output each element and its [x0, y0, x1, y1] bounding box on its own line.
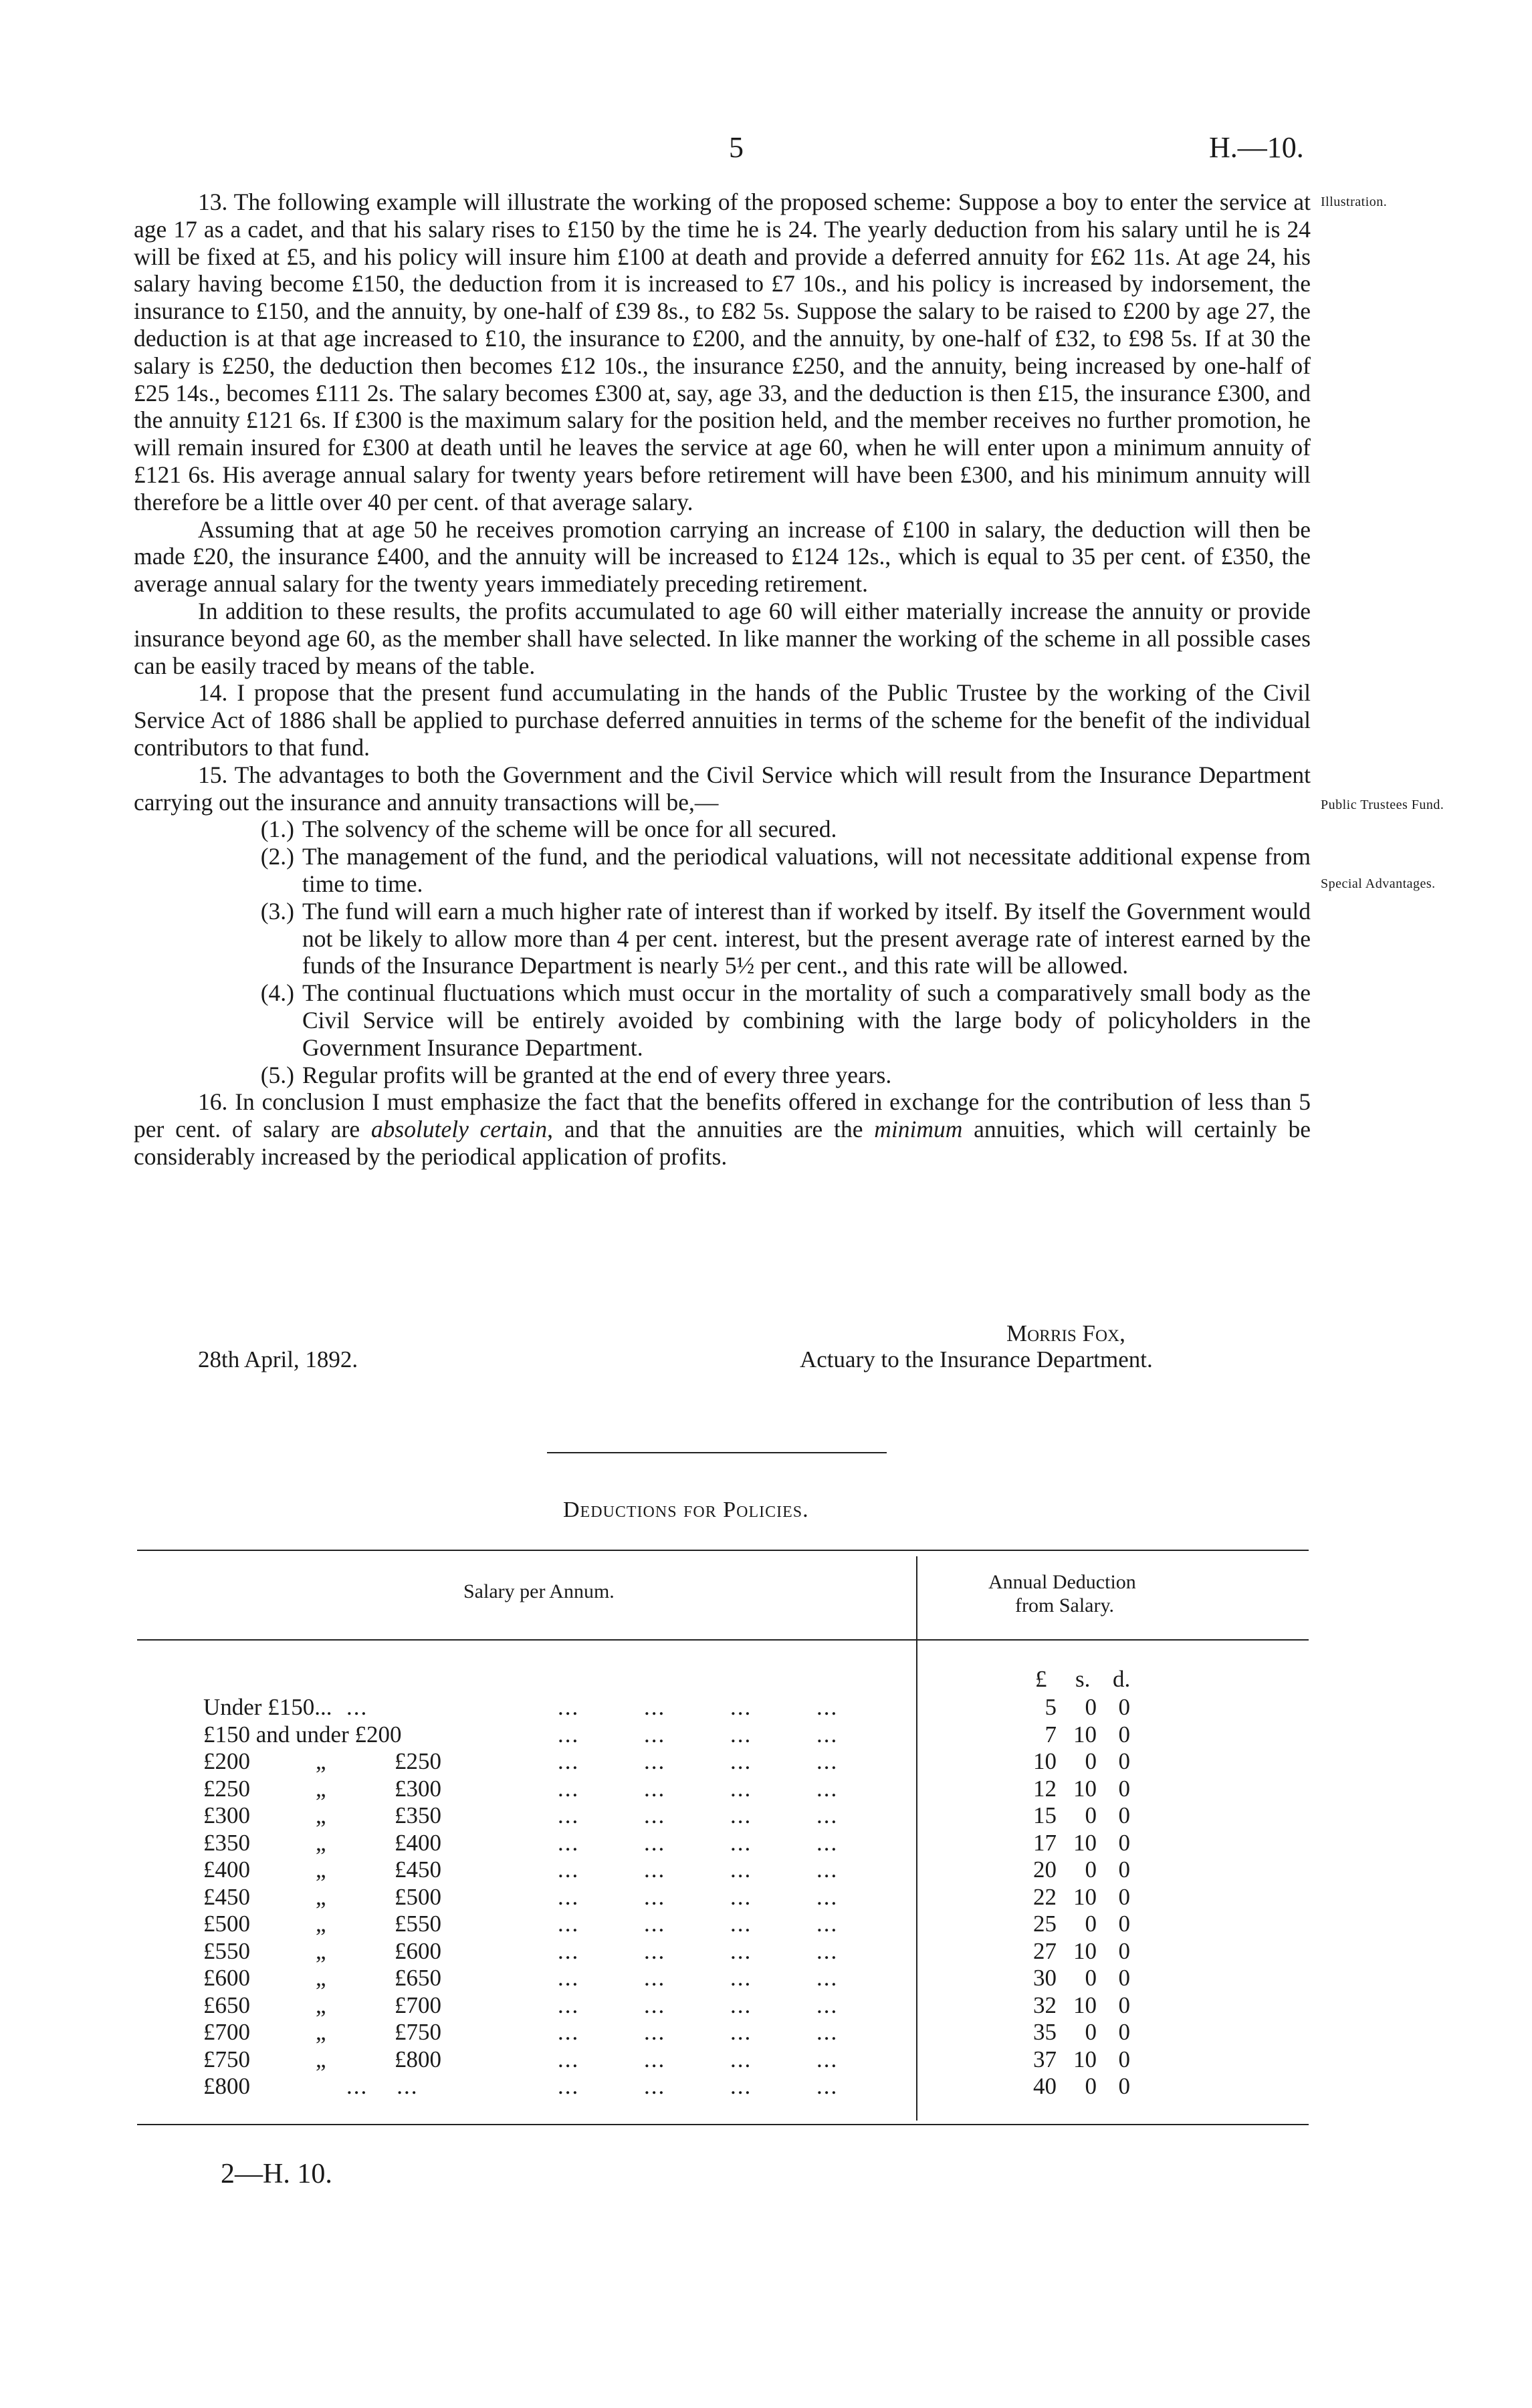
- deduction-pounds: 32: [1033, 1992, 1057, 2018]
- list-text: The solvency of the scheme will be once for all secured.: [302, 816, 837, 843]
- side-note-illustration: Illustration.: [1321, 195, 1388, 209]
- salary-from: £150 and under £200: [203, 1721, 402, 1748]
- deduction-pounds: 17: [1033, 1829, 1057, 1856]
- table-row: [134, 1911, 1337, 1937]
- salary-separator: „: [316, 1992, 326, 2018]
- salary-from: £700: [203, 2019, 250, 2045]
- list-text: Regular profits will be granted at the end of every three years.: [302, 1061, 892, 1088]
- row-dots: ... ... ... ...: [558, 2073, 839, 2099]
- table-row: [134, 2019, 1337, 2046]
- deduction-shillings: 0: [1085, 1856, 1097, 1883]
- deduction-pence: 0: [1118, 1694, 1130, 1720]
- deduction-shillings: 10: [1073, 2046, 1097, 2072]
- salary-separator: „: [316, 1883, 326, 1910]
- body-text: [134, 189, 1311, 1171]
- salary-to: £450: [395, 1856, 441, 1883]
- paragraph-13-addition: In addition to these results, the profits accumulated to age 60 will either materially increase the annuity or provide insurance beyond age 60, as the member shall have selected. In like manner the working of the scheme in all possible cases can be easily traced by means of the table.: [134, 597, 1311, 679]
- salary-separator: „: [316, 1802, 326, 1828]
- row-dots: ... ... ... ...: [558, 1856, 839, 1883]
- salary-separator: „: [316, 1937, 326, 1964]
- document-reference: H.—10.: [1209, 131, 1304, 164]
- section-divider: [547, 1452, 887, 1453]
- unit-pounds: £: [1035, 1666, 1047, 1692]
- paragraph-16-emphasis-1: absolutely certain: [370, 1116, 548, 1143]
- row-dots: ... ... ... ...: [558, 1694, 839, 1720]
- list-item: [134, 979, 1311, 1061]
- list-number: (4.): [260, 979, 294, 1007]
- column-header-deduction-line1: Annual Deduction: [988, 1571, 1136, 1593]
- deduction-shillings: 0: [1085, 1802, 1097, 1828]
- salary-to: £350: [395, 1802, 441, 1828]
- list-item: [134, 843, 1311, 898]
- deduction-shillings: 0: [1085, 1965, 1097, 1991]
- paragraph-16-part-a: 16. In conclusion I must emphasize the fact that the benefits offered in exchange for the contribution of less than 5 per cent. of salary are: [134, 1088, 1311, 1143]
- list-number: (3.): [260, 897, 294, 925]
- paragraph-13: 13. The following example will illustrate the working of the proposed scheme: Suppose a boy to enter the service at age 17 as a cadet, and that his salary rises to £150 by the time he is 24. The yearly deduction from his salary until he is 24 will be fixed at £5, and his policy will insure him £100 at death and provide a deferred annuity for £62 11s. At age 24, his salary having become £150, the deduction from it is increased to £7 10s., and his policy is increased by indorsement, the insurance to £150, and the annuity, by one-half of £39 8s., to £82 5s. Suppose the salary to be raised to £200 by age 27, the deduction is at that age increased to £10, the insurance to £200, and the annuity, by one-half of £32, to £98 5s. If at 30 the salary is £250, the deduction then becomes £12 10s., the insurance £250, and the annuity, being increased by one-half of £25 14s., becomes £111 2s. The salary becomes £300 at, say, age 33, and the deduction is then £15, the insurance £300, and the annuity £121 6s. If £300 is the maximum salary for the position held, and the member receives no further promotion, he will remain insured for £300 at death until he leaves the service at age 60, when he will enter upon a minimum annuity of £121 6s. His average annual salary for twenty years before retirement will have been £300, and his minimum annuity will therefore be a little over 40 per cent. of that average salary.: [134, 189, 1311, 515]
- deduction-shillings: 0: [1085, 1911, 1097, 1937]
- salary-separator: „: [316, 1748, 326, 1774]
- deduction-shillings: 10: [1073, 1775, 1097, 1802]
- row-dots: ... ... ... ...: [558, 1911, 839, 1937]
- deduction-pence: 0: [1118, 1829, 1130, 1856]
- salary-to: £400: [395, 1829, 441, 1856]
- salary-from: £200: [203, 1748, 250, 1774]
- table-row: [134, 2073, 1337, 2100]
- salary-separator: „: [316, 2019, 326, 2045]
- salary-from: £800: [203, 2073, 250, 2099]
- list-text: The management of the fund, and the periodical valuations, will not necessitate additional expense from time to time.: [302, 843, 1311, 897]
- table-row: [134, 1938, 1337, 1965]
- salary-to: £700: [395, 1992, 441, 2018]
- signatory-title: Actuary to the Insurance Department.: [800, 1346, 1153, 1372]
- deduction-pounds: 12: [1033, 1775, 1057, 1802]
- list-item: [134, 1062, 1311, 1089]
- table-row: [134, 1856, 1337, 1883]
- salary-from: £300: [203, 1802, 250, 1828]
- row-dots: ... ... ... ...: [558, 1965, 839, 1991]
- row-dots: ... ... ... ...: [558, 1992, 839, 2018]
- deduction-pounds: 10: [1033, 1748, 1057, 1774]
- deduction-pence: 0: [1118, 1775, 1130, 1802]
- deduction-shillings: 10: [1073, 1992, 1097, 2018]
- salary-separator: „: [316, 1829, 326, 1856]
- paragraph-13-assuming: Assuming that at age 50 he receives promotion carrying an increase of £100 in salary, the deduction will then be made £20, the insurance £400, and the annuity will be increased to £124 12s., which is equal to 35 per cent. of £350, the average annual salary for the twenty years immediately preceding retirement.: [134, 515, 1311, 598]
- deduction-pounds: 40: [1033, 2073, 1057, 2099]
- salary-to: £500: [395, 1883, 441, 1910]
- table-row: [134, 2046, 1337, 2073]
- table-row: [134, 1992, 1337, 2019]
- salary-from: £450: [203, 1883, 250, 1910]
- list-number: (2.): [260, 843, 294, 870]
- table-header-rule: [137, 1639, 1309, 1641]
- deduction-pence: 0: [1118, 2046, 1130, 2072]
- advantages-list: [134, 816, 1311, 1088]
- deduction-shillings: 0: [1085, 2073, 1097, 2099]
- salary-from: £750: [203, 2046, 250, 2072]
- deduction-pence: 0: [1118, 1721, 1130, 1748]
- salary-separator: „: [316, 1911, 326, 1937]
- salary-to: £250: [395, 1748, 441, 1774]
- row-dots: ... ... ... ...: [558, 1937, 839, 1964]
- deduction-pounds: 15: [1033, 1802, 1057, 1828]
- table-row: [134, 1748, 1337, 1775]
- deduction-shillings: 10: [1073, 1937, 1097, 1964]
- table-title: Deductions for Policies.: [563, 1497, 809, 1522]
- deduction-pence: 0: [1118, 1883, 1130, 1910]
- table-bottom-rule: [137, 2124, 1309, 2125]
- paragraph-15: 15. The advantages to both the Government and the Civil Service which will result from the Insurance Department carrying out the insurance and annuity transactions will be,—: [134, 761, 1311, 816]
- table-row: [134, 1965, 1337, 1992]
- deduction-pence: 0: [1118, 1911, 1130, 1937]
- deduction-shillings: 0: [1085, 1748, 1097, 1774]
- deduction-pounds: 5: [1045, 1694, 1057, 1720]
- signature-date: 28th April, 1892.: [198, 1346, 358, 1372]
- table-top-rule: [137, 1550, 1309, 1551]
- signature-mark: 2—H. 10.: [221, 2159, 332, 2189]
- paragraph-16-part-c: annuities, which will certainly be considerably increased by the periodical application of profits.: [134, 1116, 1311, 1170]
- deduction-pence: 0: [1118, 2073, 1130, 2099]
- deduction-pence: 0: [1118, 1965, 1130, 1991]
- salary-to: £300: [395, 1775, 441, 1802]
- salary-separator: „: [316, 1775, 326, 1802]
- table-row: [134, 1776, 1337, 1802]
- column-header-deduction-line2: from Salary.: [1015, 1594, 1115, 1616]
- list-text: The continual fluctuations which must occur in the mortality of such a comparatively small body as the Civil Service will be entirely avoided by combining with the large body of policyholders in the Government Insurance Department.: [302, 979, 1311, 1061]
- row-dots: ... ... ... ...: [558, 1721, 839, 1748]
- paragraph-16-emphasis-2: minimum: [874, 1116, 963, 1143]
- list-text: The fund will earn a much higher rate of interest than if worked by itself. By itself the Government would not be likely to allow more than 4 per cent. interest, but the present average rate of interest earned by the funds of the Insurance Department is nearly 5½ per cent., and this rate will be allowed.: [302, 897, 1311, 979]
- deduction-pence: 0: [1118, 1748, 1130, 1774]
- row-dots: ... ... ... ...: [558, 1883, 839, 1910]
- deduction-pounds: 7: [1045, 1721, 1057, 1748]
- table-row: [134, 1830, 1337, 1856]
- list-number: (1.): [260, 816, 294, 843]
- row-leader: ... ...: [346, 2073, 419, 2099]
- salary-from: £500: [203, 1911, 250, 1937]
- deduction-pounds: 27: [1033, 1937, 1057, 1964]
- deduction-pounds: 35: [1033, 2019, 1057, 2045]
- row-leader: ...: [346, 1694, 368, 1720]
- table-row: [134, 1884, 1337, 1911]
- deduction-pence: 0: [1118, 1802, 1130, 1828]
- deduction-shillings: 0: [1085, 1694, 1097, 1720]
- salary-to: £800: [395, 2046, 441, 2072]
- page-number: 5: [729, 131, 744, 164]
- deduction-pounds: 37: [1033, 2046, 1057, 2072]
- deduction-pounds: 30: [1033, 1965, 1057, 1991]
- signatory-name: Morris Fox,: [1006, 1320, 1125, 1346]
- salary-to: £750: [395, 2019, 441, 2045]
- side-note-special-advantages: Special Advantages.: [1321, 876, 1436, 891]
- deduction-pence: 0: [1118, 1937, 1130, 1964]
- deduction-shillings: 0: [1085, 2019, 1097, 2045]
- list-item: [134, 898, 1311, 979]
- table-row: [134, 1694, 1337, 1721]
- salary-from: £350: [203, 1829, 250, 1856]
- paragraph-16-part-b: , and that the annuities are the: [547, 1116, 875, 1143]
- row-dots: ... ... ... ...: [558, 1829, 839, 1856]
- paragraph-14: 14. I propose that the present fund accumulating in the hands of the Public Trustee by the working of the Civil Service Act of 1886 shall be applied to purchase deferred annuities in terms of the scheme for the benefit of the individual contributors to that fund.: [134, 679, 1311, 761]
- row-dots: ... ... ... ...: [558, 1775, 839, 1802]
- deduction-shillings: 10: [1073, 1829, 1097, 1856]
- deduction-shillings: 10: [1073, 1883, 1097, 1910]
- deduction-pounds: 20: [1033, 1856, 1057, 1883]
- unit-shillings: s.: [1075, 1666, 1091, 1692]
- salary-to: £650: [395, 1965, 441, 1991]
- salary-from: £650: [203, 1992, 250, 2018]
- deduction-pence: 0: [1118, 1856, 1130, 1883]
- table-row: [134, 1802, 1337, 1829]
- deduction-pounds: 25: [1033, 1911, 1057, 1937]
- deduction-pence: 0: [1118, 2019, 1130, 2045]
- side-note-public-trustees: Public Trustees Fund.: [1321, 798, 1444, 812]
- salary-separator: „: [316, 1965, 326, 1991]
- row-dots: ... ... ... ...: [558, 2019, 839, 2045]
- row-dots: ... ... ... ...: [558, 2046, 839, 2072]
- salary-from: £550: [203, 1937, 250, 1964]
- column-header-salary: Salary per Annum.: [463, 1580, 615, 1602]
- row-dots: ... ... ... ...: [558, 1802, 839, 1828]
- list-number: (5.): [260, 1061, 294, 1088]
- deduction-shillings: 10: [1073, 1721, 1097, 1748]
- row-dots: ... ... ... ...: [558, 1748, 839, 1774]
- salary-to: £550: [395, 1911, 441, 1937]
- deduction-pounds: 22: [1033, 1883, 1057, 1910]
- list-item: [134, 816, 1311, 843]
- salary-from: £250: [203, 1775, 250, 1802]
- salary-separator: „: [316, 1856, 326, 1883]
- unit-pence: d.: [1113, 1666, 1131, 1692]
- salary-from: Under £150...: [203, 1694, 332, 1720]
- salary-from: £600: [203, 1965, 250, 1991]
- salary-to: £600: [395, 1937, 441, 1964]
- salary-from: £400: [203, 1856, 250, 1883]
- deduction-pence: 0: [1118, 1992, 1130, 2018]
- salary-separator: „: [316, 2046, 326, 2072]
- paragraph-16: [134, 1088, 1311, 1170]
- table-row: [134, 1721, 1337, 1748]
